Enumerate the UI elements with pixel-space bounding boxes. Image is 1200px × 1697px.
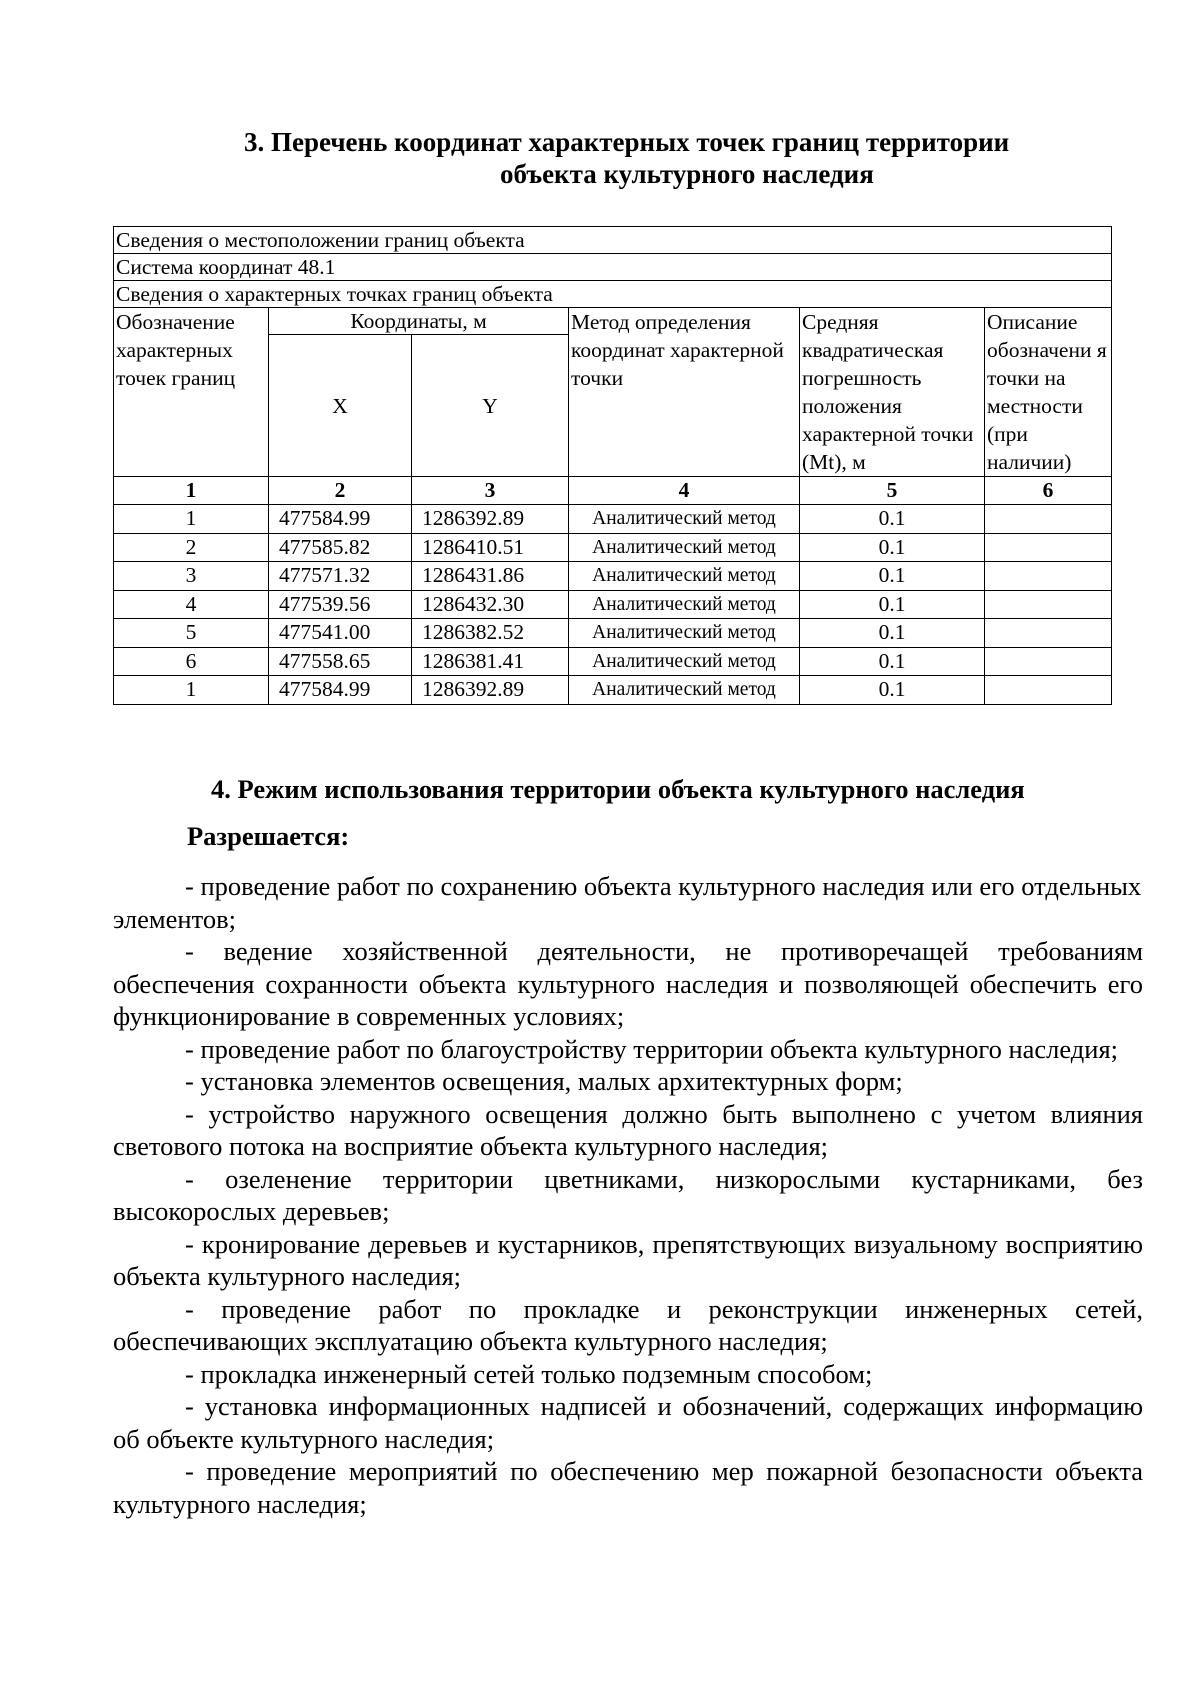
header-coordinates: Координаты, м [269, 308, 569, 335]
cell-method: Аналитический метод [569, 590, 800, 619]
list-item: - проведение работ по прокладке и реконструкции инженерных сетей, обеспечивающих эксплуатацию объекта культурного наследия; [113, 1293, 1143, 1356]
list-item: - прокладка инженерный сетей только подземным способом; [185, 1358, 873, 1389]
cell-method: Аналитический метод [569, 562, 800, 591]
cell-point: 6 [114, 647, 269, 676]
cell-mt: 0.1 [800, 533, 985, 562]
header-y: Y [412, 335, 569, 477]
cell-description [985, 647, 1112, 676]
column-number: 4 [569, 477, 800, 505]
table-row [114, 562, 1112, 591]
column-number: 6 [985, 477, 1112, 505]
header-error: Средняя квадратическая погрешность положения характерной точки (Mt), м [800, 308, 985, 477]
table-row [114, 590, 1112, 619]
cell-mt: 0.1 [800, 619, 985, 648]
table-info-row: Сведения о местоположении границ объекта [114, 227, 1112, 254]
cell-y: 1286381.41 [412, 647, 569, 676]
column-number: 3 [412, 477, 569, 505]
cell-x: 477539.56 [269, 590, 412, 619]
cell-description [985, 676, 1112, 705]
cell-y: 1286432.30 [412, 590, 569, 619]
cell-description [985, 562, 1112, 591]
list-item: - кронирование деревьев и кустарников, препятствующих визуальному восприятию объекта культурного наследия; [113, 1228, 1143, 1291]
cell-x: 477541.00 [269, 619, 412, 648]
table-row [114, 619, 1112, 648]
cell-x: 477558.65 [269, 647, 412, 676]
cell-description [985, 533, 1112, 562]
section-3-title-line-2: объекта культурного наследия [500, 159, 874, 189]
cell-y: 1286382.52 [412, 619, 569, 648]
table-row [114, 676, 1112, 705]
cell-point: 1 [114, 676, 269, 705]
allowed-label: Разрешается: [187, 821, 350, 851]
cell-description [985, 590, 1112, 619]
list-item: - устройство наружного освещения должно быть выполнено с учетом влияния светового потока на восприятие объекта культурного наследия; [113, 1098, 1143, 1161]
list-item: - проведение работ по благоустройству территории объекта культурного наследия; [185, 1033, 1119, 1064]
cell-y: 1286392.89 [412, 505, 569, 534]
cell-x: 477571.32 [269, 562, 412, 591]
table-row [114, 533, 1112, 562]
header-method: Метод определения координат характерной точки [569, 308, 800, 477]
cell-method: Аналитический метод [569, 505, 800, 534]
cell-method: Аналитический метод [569, 533, 800, 562]
cell-method: Аналитический метод [569, 647, 800, 676]
cell-x: 477585.82 [269, 533, 412, 562]
cell-point: 5 [114, 619, 269, 648]
header-description: Описание обозначени я точки на местности (при наличии) [985, 308, 1112, 477]
coordinates-table [113, 226, 1112, 705]
cell-method: Аналитический метод [569, 676, 800, 705]
cell-mt: 0.1 [800, 676, 985, 705]
cell-mt: 0.1 [800, 505, 985, 534]
list-item: - проведение мероприятий по обеспечению мер пожарной безопасности объекта культурного наследия; [113, 1456, 1143, 1519]
section-3-title [0, 126, 1200, 190]
header-designation: Обозначение характерных точек границ [114, 308, 269, 477]
cell-x: 477584.99 [269, 505, 412, 534]
cell-point: 3 [114, 562, 269, 591]
cell-y: 1286410.51 [412, 533, 569, 562]
table-info-row: Сведения о характерных точках границ объекта [114, 281, 1112, 308]
column-number: 1 [114, 477, 269, 505]
allowed-list [113, 870, 1143, 1520]
list-item: - ведение хозяйственной деятельности, не противоречащей требованиям обеспечения сохранности объекта культурного наследия и позволяющей обеспечить его функционирование в современных условиях; [113, 936, 1143, 1031]
column-number: 5 [800, 477, 985, 505]
header-x: X [269, 335, 412, 477]
cell-point: 2 [114, 533, 269, 562]
column-number: 2 [269, 477, 412, 505]
table-row [114, 505, 1112, 534]
section-3-title-line-1: 3. Перечень координат характерных точек границ территории [244, 127, 1010, 157]
table-row [114, 647, 1112, 676]
list-item: - установка элементов освещения, малых архитектурных форм; [185, 1066, 903, 1096]
cell-description [985, 619, 1112, 648]
cell-y: 1286431.86 [412, 562, 569, 591]
list-item: - проведение работ по сохранению объекта культурного наследия или его отдельных элементов; [113, 871, 1142, 934]
table-info-row: Система координат 48.1 [114, 254, 1112, 281]
cell-description [985, 505, 1112, 534]
cell-method: Аналитический метод [569, 619, 800, 648]
cell-point: 4 [114, 590, 269, 619]
cell-x: 477584.99 [269, 676, 412, 705]
list-item: - установка информационных надписей и обозначений, содержащих информацию об объекте культурного наследия; [113, 1391, 1143, 1454]
list-item: - озеленение территории цветниками, низкорослыми кустарниками, без высокорослых деревьев; [113, 1163, 1143, 1226]
cell-point: 1 [114, 505, 269, 534]
cell-mt: 0.1 [800, 562, 985, 591]
cell-mt: 0.1 [800, 590, 985, 619]
cell-y: 1286392.89 [412, 676, 569, 705]
section-4-title: 4. Режим использования территории объекта культурного наследия [211, 774, 1025, 804]
cell-mt: 0.1 [800, 647, 985, 676]
